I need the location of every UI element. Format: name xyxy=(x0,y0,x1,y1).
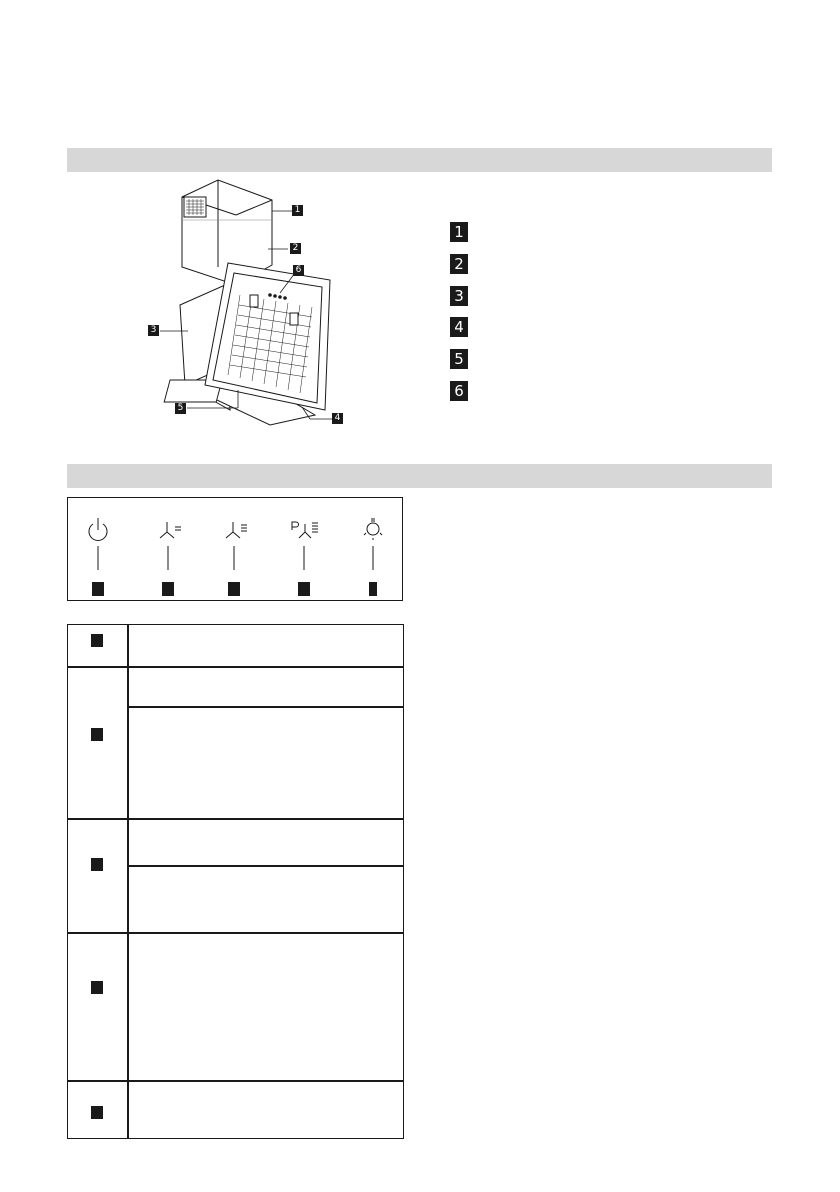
table-row-marker-3 xyxy=(91,858,103,871)
cooker-hood-illustration xyxy=(140,175,360,435)
section-header-bar-controls xyxy=(67,464,772,488)
legend-number-5: 5 xyxy=(450,349,468,369)
diagram-callout-5: 5 xyxy=(175,403,186,414)
fan-speed-2-button[interactable] xyxy=(214,510,254,590)
table-row-marker-5 xyxy=(91,1106,103,1119)
power-icon xyxy=(78,510,118,590)
fan-boost-button[interactable] xyxy=(284,510,324,590)
hood-drawing xyxy=(140,175,360,435)
diagram-callout-4: 4 xyxy=(332,413,343,424)
function-table xyxy=(67,624,404,1139)
section-header-bar-product xyxy=(67,148,772,172)
legend-number-2: 2 xyxy=(450,254,468,274)
legend-number-3: 3 xyxy=(450,286,468,306)
light-button[interactable] xyxy=(353,510,393,590)
table-row-marker-1 xyxy=(91,634,103,647)
diagram-callout-2: 2 xyxy=(290,243,301,254)
control-panel xyxy=(67,497,403,601)
fan-boost-icon xyxy=(284,510,324,590)
diagram-callout-3: 3 xyxy=(148,325,159,336)
legend-number-1: 1 xyxy=(450,222,468,242)
legend-number-4: 4 xyxy=(450,317,468,337)
power-button[interactable] xyxy=(78,510,118,590)
diagram-callout-1: 1 xyxy=(292,205,303,216)
table-row-marker-2 xyxy=(91,728,103,741)
fan-speed-2-icon xyxy=(214,510,254,590)
diagram-callout-6: 6 xyxy=(293,265,304,276)
light-icon xyxy=(353,510,393,590)
fan-speed-1-button[interactable] xyxy=(148,510,188,590)
legend-number-6: 6 xyxy=(450,381,468,401)
fan-speed-1-icon xyxy=(148,510,188,590)
table-row-marker-4 xyxy=(91,981,103,994)
